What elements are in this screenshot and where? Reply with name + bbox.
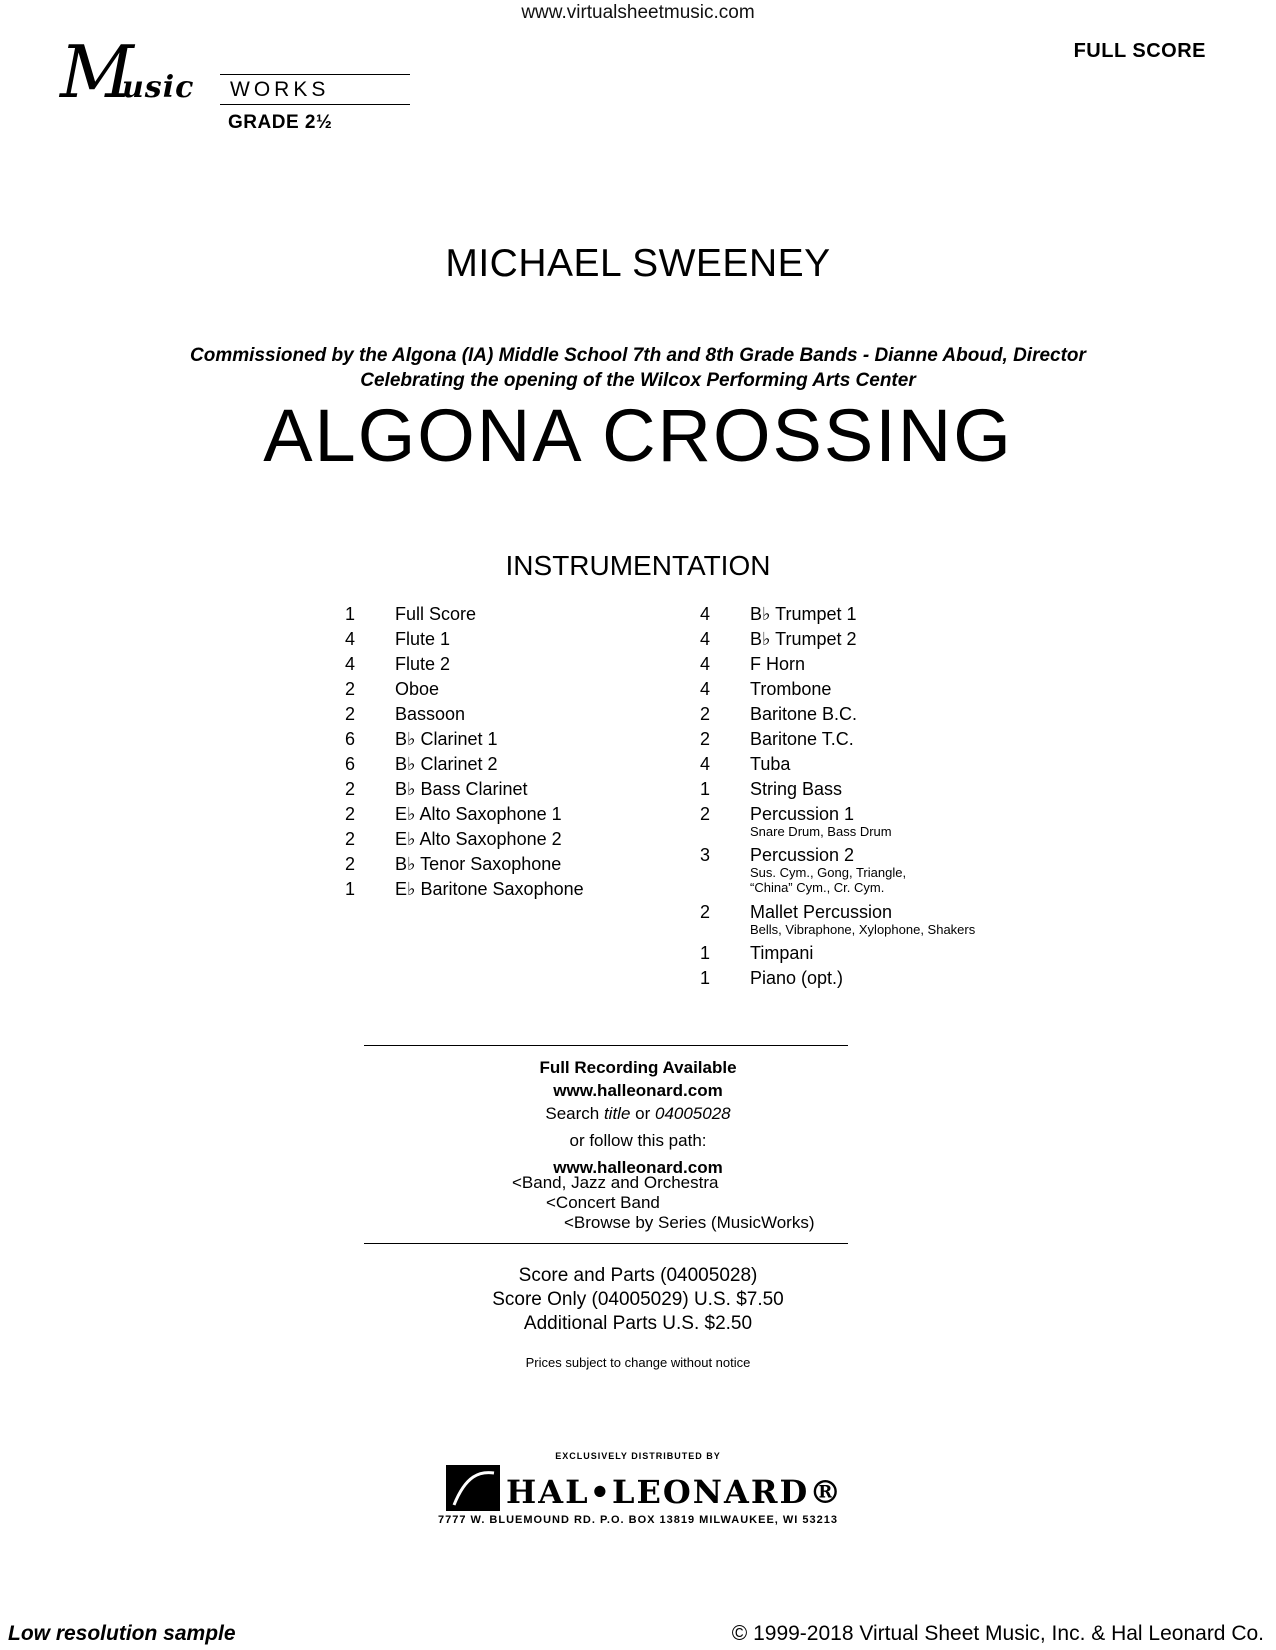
instrument-detail: “China” Cym., Cr. Cym. <box>750 880 885 895</box>
instrumentation-left-column <box>345 604 665 904</box>
instrument-quantity: 1 <box>345 879 356 899</box>
instrument-quantity: 4 <box>700 654 711 674</box>
instrument-quantity: 1 <box>700 968 711 988</box>
path-step-2: <Concert Band <box>546 1193 660 1212</box>
grade-label: GRADE 2½ <box>228 112 333 133</box>
composer-name: MICHAEL SWEENEY <box>445 242 831 285</box>
instrument-name: B♭ Clarinet 1 <box>395 729 498 749</box>
path-step-3: <Browse by Series (MusicWorks) <box>564 1213 815 1232</box>
full-score-label: FULL SCORE <box>1073 40 1206 62</box>
instrument-row <box>345 654 665 679</box>
instrument-name: Timpani <box>750 943 814 963</box>
instrument-quantity: 2 <box>700 729 711 749</box>
instrument-quantity: 2 <box>345 679 356 699</box>
instrument-row <box>345 879 665 904</box>
hal-leonard-logo <box>446 1461 844 1511</box>
instrument-name: Flute 2 <box>395 654 451 674</box>
instrument-name: Bassoon <box>395 704 466 724</box>
instrument-name: E♭ Baritone Saxophone <box>395 879 584 899</box>
instrument-quantity: 2 <box>345 779 356 799</box>
instrument-name: Mallet Percussion <box>750 902 893 922</box>
instrument-name: Percussion 1 <box>750 804 855 824</box>
sample-note: Low resolution sample <box>8 1622 236 1645</box>
commission-text <box>0 343 1276 393</box>
search-or: or <box>630 1104 655 1123</box>
path-site-link[interactable]: www.halleonard.com <box>553 1158 723 1177</box>
instrument-quantity: 2 <box>345 829 356 849</box>
recording-rule-top <box>364 1045 848 1046</box>
instrument-detail: Bells, Vibraphone, Xylophone, Shakers <box>750 922 976 937</box>
instrument-row <box>345 804 665 829</box>
path-step-1: <Band, Jazz and Orchestra <box>512 1173 719 1192</box>
instrument-row <box>700 679 1060 704</box>
instrument-detail: Sus. Cym., Gong, Triangle, <box>750 865 907 880</box>
hal-leonard-mark-icon <box>446 1465 500 1511</box>
instrument-quantity: 4 <box>700 754 711 774</box>
instrument-name: Flute 1 <box>395 629 451 649</box>
instrument-row <box>700 629 1060 654</box>
instrument-quantity: 1 <box>700 943 711 963</box>
recording-heading: Full Recording Available <box>539 1058 737 1077</box>
instrument-quantity: 4 <box>700 629 711 649</box>
instrument-row <box>700 804 1060 845</box>
instrument-quantity: 4 <box>345 654 356 674</box>
instrument-name: Oboe <box>395 679 440 699</box>
recording-site-link[interactable]: www.halleonard.com <box>553 1081 723 1100</box>
recording-search-line <box>0 1102 1276 1125</box>
site-url: www.virtualsheetmusic.com <box>521 2 755 23</box>
instrument-name: Baritone B.C. <box>750 704 858 724</box>
price-notice: Prices subject to change without notice <box>525 1355 751 1370</box>
price-line-1: Score and Parts (04005028) <box>518 1265 758 1286</box>
instrument-quantity: 1 <box>700 779 711 799</box>
instrument-quantity: 6 <box>345 754 356 774</box>
search-title: title <box>603 1104 631 1123</box>
logo-m: M <box>60 30 134 114</box>
instrument-row <box>700 704 1060 729</box>
instrument-row <box>700 779 1060 804</box>
instrument-quantity: 2 <box>345 804 356 824</box>
instrument-quantity: 2 <box>345 704 356 724</box>
instrument-quantity: 1 <box>345 604 356 624</box>
instrument-name: E♭ Alto Saxophone 2 <box>395 829 562 849</box>
logo-usic: usic <box>122 70 195 105</box>
instrumentation-right-column <box>700 604 1060 993</box>
instrument-row <box>345 754 665 779</box>
instrument-row <box>345 704 665 729</box>
instrument-quantity: 4 <box>700 679 711 699</box>
price-line-2: Score Only (04005029) U.S. $7.50 <box>492 1289 784 1310</box>
instrument-quantity: 2 <box>700 804 711 824</box>
instrument-row <box>700 754 1060 779</box>
piece-title: ALGONA CROSSING <box>263 394 1013 477</box>
instrument-row <box>700 654 1060 679</box>
instrument-row <box>345 604 665 629</box>
instrument-detail: Snare Drum, Bass Drum <box>750 824 892 839</box>
instrument-name: Baritone T.C. <box>750 729 854 749</box>
musicworks-logo <box>60 30 360 133</box>
commission-line-1: Commissioned by the Algona (IA) Middle School 7th and 8th Grade Bands - Dianne Aboud, Director <box>190 345 1086 366</box>
instrument-quantity: 2 <box>700 704 711 724</box>
instrument-row <box>345 779 665 804</box>
distributed-by-label: EXCLUSIVELY DISTRIBUTED BY <box>555 1451 721 1461</box>
instrument-row <box>345 829 665 854</box>
commission-line-2: Celebrating the opening of the Wilcox Performing Arts Center <box>360 370 916 391</box>
recording-rule-bottom <box>364 1243 848 1244</box>
instrument-name: B♭ Tenor Saxophone <box>395 854 562 874</box>
instrument-name: Percussion 2 <box>750 845 855 865</box>
instrument-name: B♭ Trumpet 1 <box>750 604 857 624</box>
logo-divider-top <box>220 74 410 75</box>
hal-leonard-name: HAL•LEONARD® <box>506 1473 844 1511</box>
instrument-row <box>700 943 1060 968</box>
follow-path-label: or follow this path: <box>569 1131 707 1150</box>
search-prefix: Search <box>545 1104 604 1123</box>
instrument-name: E♭ Alto Saxophone 1 <box>395 804 562 824</box>
instrument-row <box>345 854 665 879</box>
copyright-notice: © 1999-2018 Virtual Sheet Music, Inc. & Hal Leonard Co. <box>731 1622 1264 1645</box>
instrument-name: Full Score <box>395 604 477 624</box>
instrument-name: Trombone <box>750 679 832 699</box>
instrument-row <box>700 729 1060 754</box>
instrument-quantity: 4 <box>700 604 711 624</box>
instrument-name: B♭ Bass Clarinet <box>395 779 528 799</box>
logo-works: WORKS <box>230 78 330 101</box>
instrument-name: B♭ Trumpet 2 <box>750 629 857 649</box>
instrument-quantity: 2 <box>345 854 356 874</box>
instrument-row <box>345 629 665 654</box>
instrument-name: B♭ Clarinet 2 <box>395 754 498 774</box>
instrumentation-heading: INSTRUMENTATION <box>505 550 771 581</box>
instrument-row <box>345 729 665 754</box>
instrument-quantity: 3 <box>700 845 711 865</box>
instrument-row <box>700 604 1060 629</box>
instrument-row <box>700 902 1060 943</box>
logo-divider-bottom <box>220 104 410 105</box>
recording-info <box>0 1056 1276 1179</box>
instrument-name: F Horn <box>750 654 806 674</box>
instrument-quantity: 2 <box>700 902 711 922</box>
instrument-name: Tuba <box>750 754 791 774</box>
instrument-row <box>700 968 1060 993</box>
instrument-row <box>700 845 1060 902</box>
instrument-name: String Bass <box>750 779 843 799</box>
instrument-name: Piano (opt.) <box>750 968 844 988</box>
instrument-row <box>345 679 665 704</box>
instrument-quantity: 6 <box>345 729 356 749</box>
price-info <box>0 1264 1276 1336</box>
publisher-address: 7777 W. BLUEMOUND RD. P.O. BOX 13819 MILWAUKEE, WI 53213 <box>438 1514 838 1526</box>
price-line-3: Additional Parts U.S. $2.50 <box>523 1313 753 1334</box>
instrument-quantity: 4 <box>345 629 356 649</box>
search-code: 04005028 <box>654 1104 731 1123</box>
